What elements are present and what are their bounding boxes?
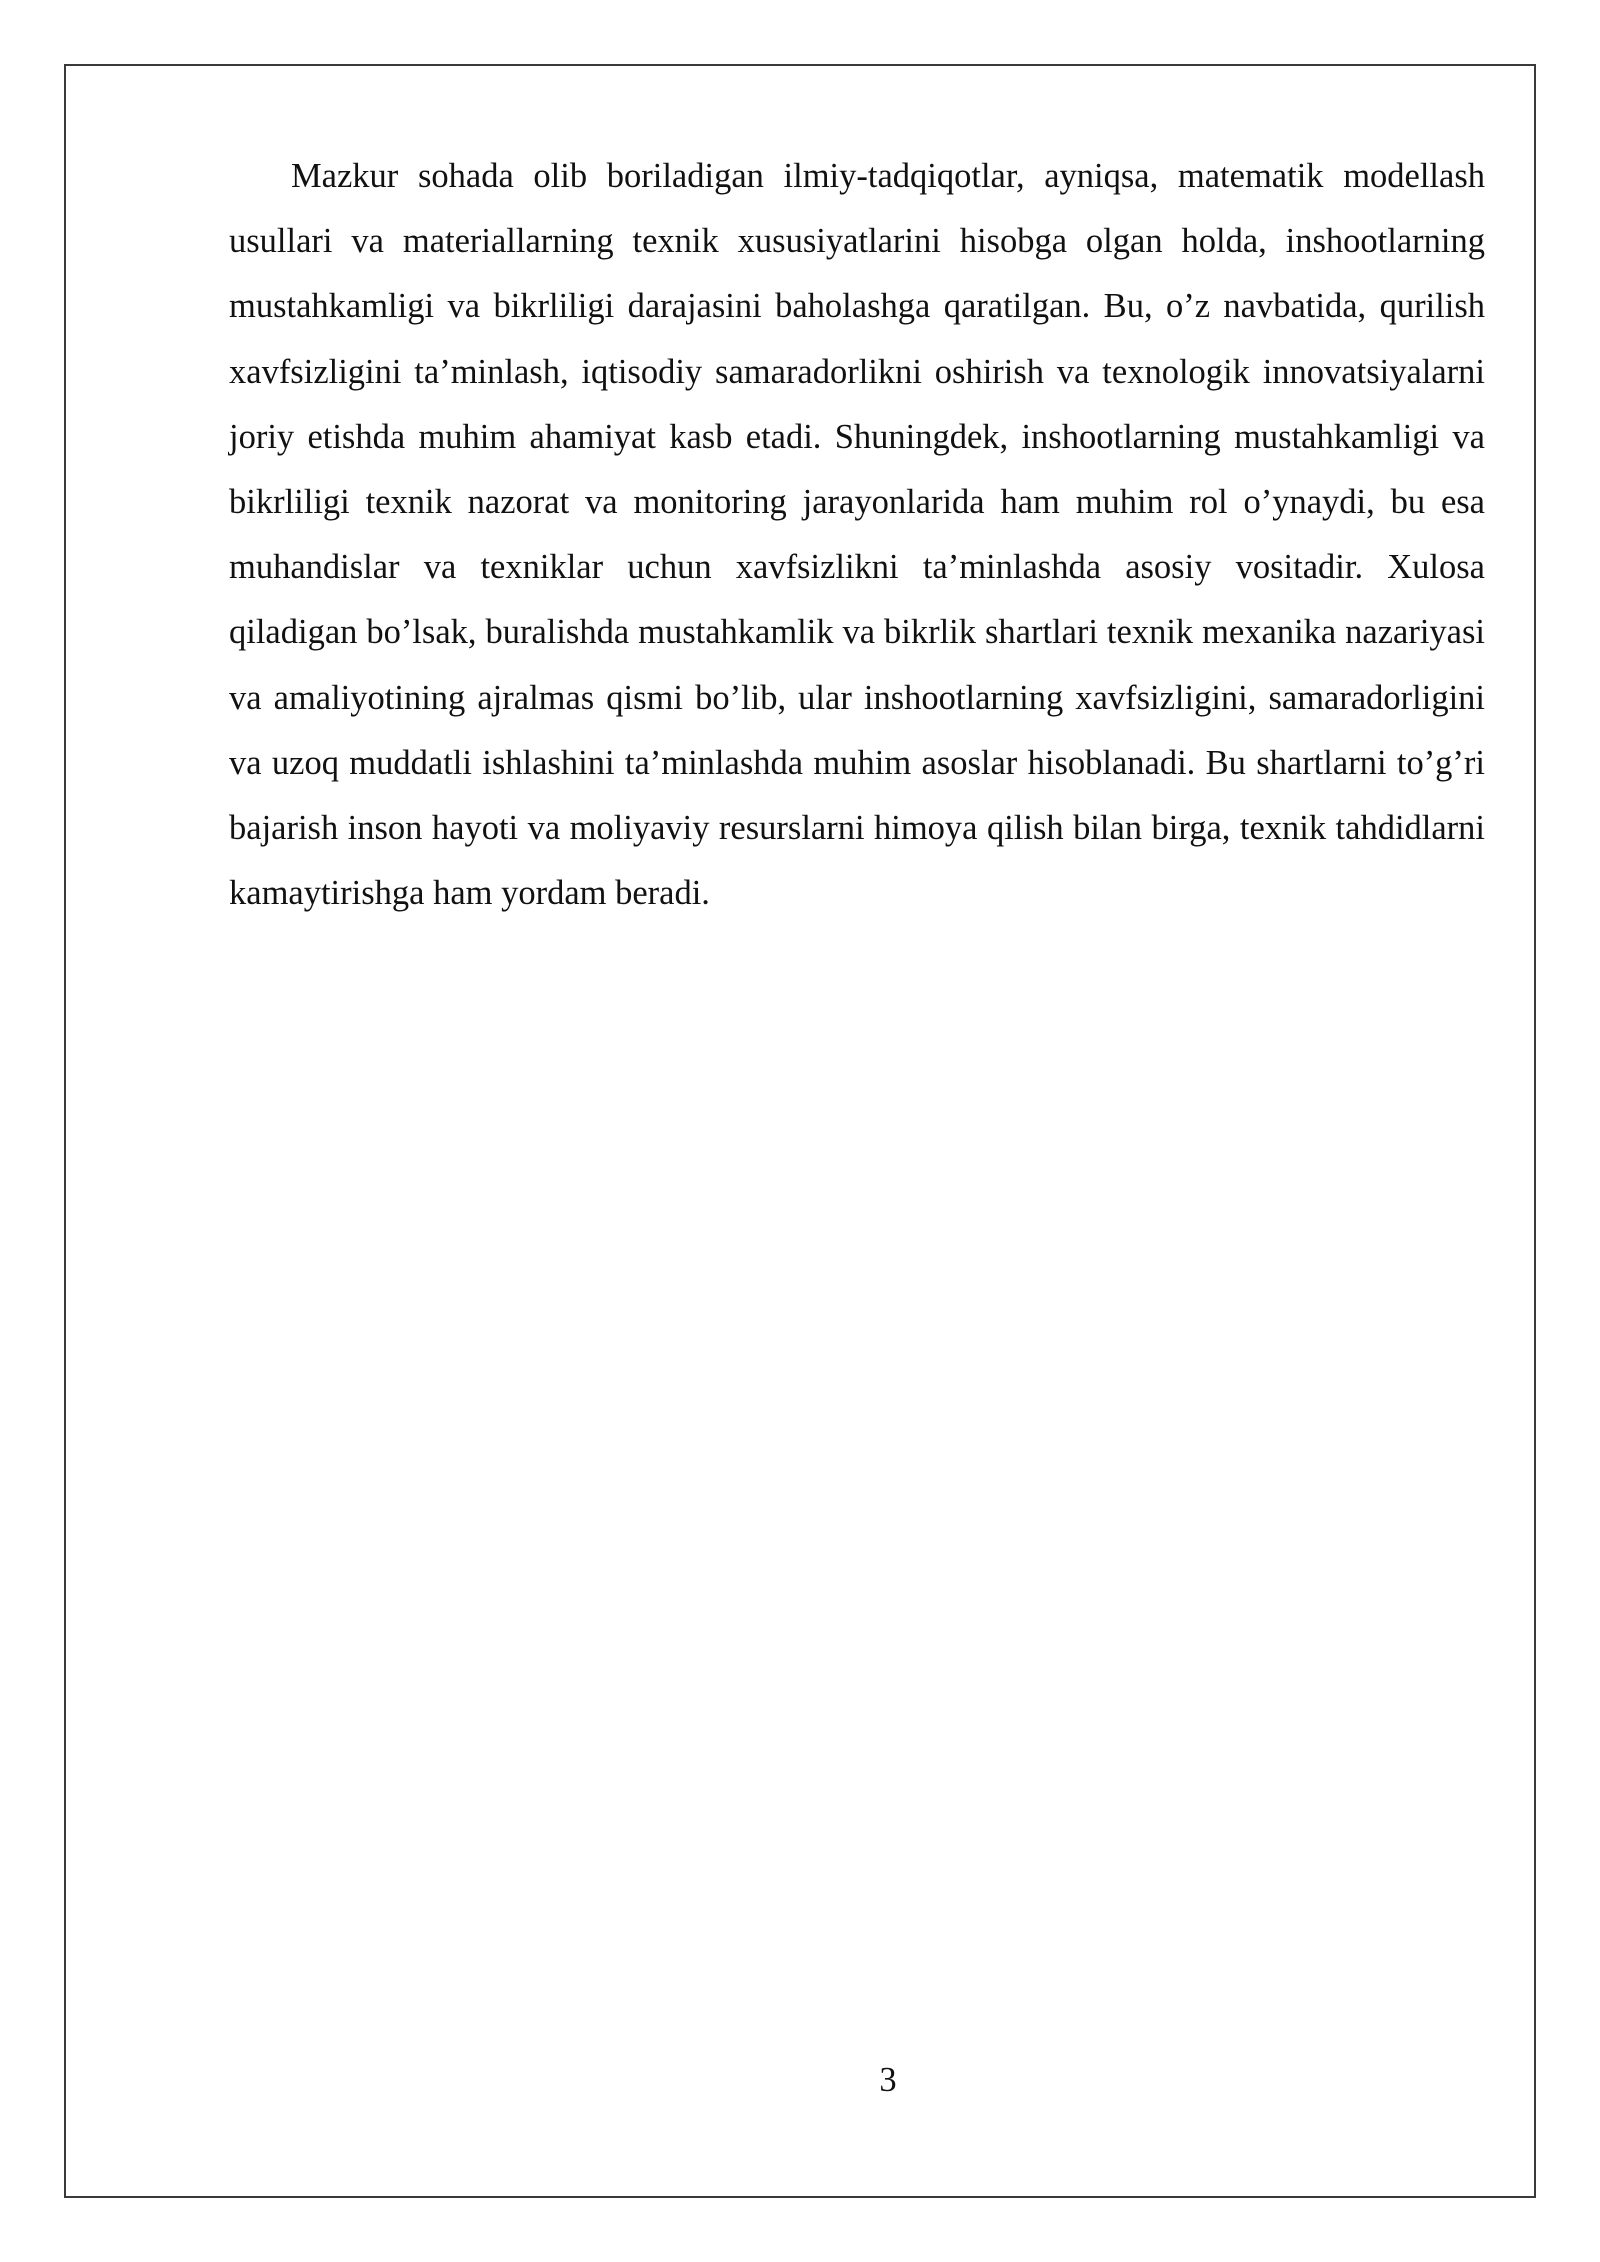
body-paragraph: Mazkur sohada olib boriladigan ilmiy-tadqiqotlar, ayniqsa, matematik modellash usullari va materiallarning texnik xususiyatlarini hisobga olgan holda, inshootlarning mustahkamligi va bikrliligi darajasini baholashga qaratilgan. Bu, o’z navbatida, qurilish xavfsizligini ta’minlash, iqtisodiy samaradorlikni oshirish va texnologik innovatsiyalarni joriy etishda muhim ahamiyat kasb etadi. Shuningdek, inshootlarning mustahkamligi va bikrliligi texnik nazorat va monitoring jarayonlarida ham muhim rol o’ynaydi, bu esa muhandislar va texniklar uchun xavfsizlikni ta’minlashda asosiy vositadir. Xulosa qiladigan bo’lsak, buralishda mustahkamlik va bikrlik shartlari texnik mexanika nazariyasi va amaliyotining ajralmas qismi bo’lib, ular inshootlarning xavfsizligini, samaradorligini va uzoq muddatli ishlashini ta’minlashda muhim asoslar hisoblanadi. Bu shartlarni to’g’ri bajarish inson hayoti va moliyaviy resurslarni himoya qilish bilan birga, texnik tahdidlarni kamaytirishga ham yordam beradi. [229,157,1485,913]
page-number: 3 [879,2061,897,2099]
